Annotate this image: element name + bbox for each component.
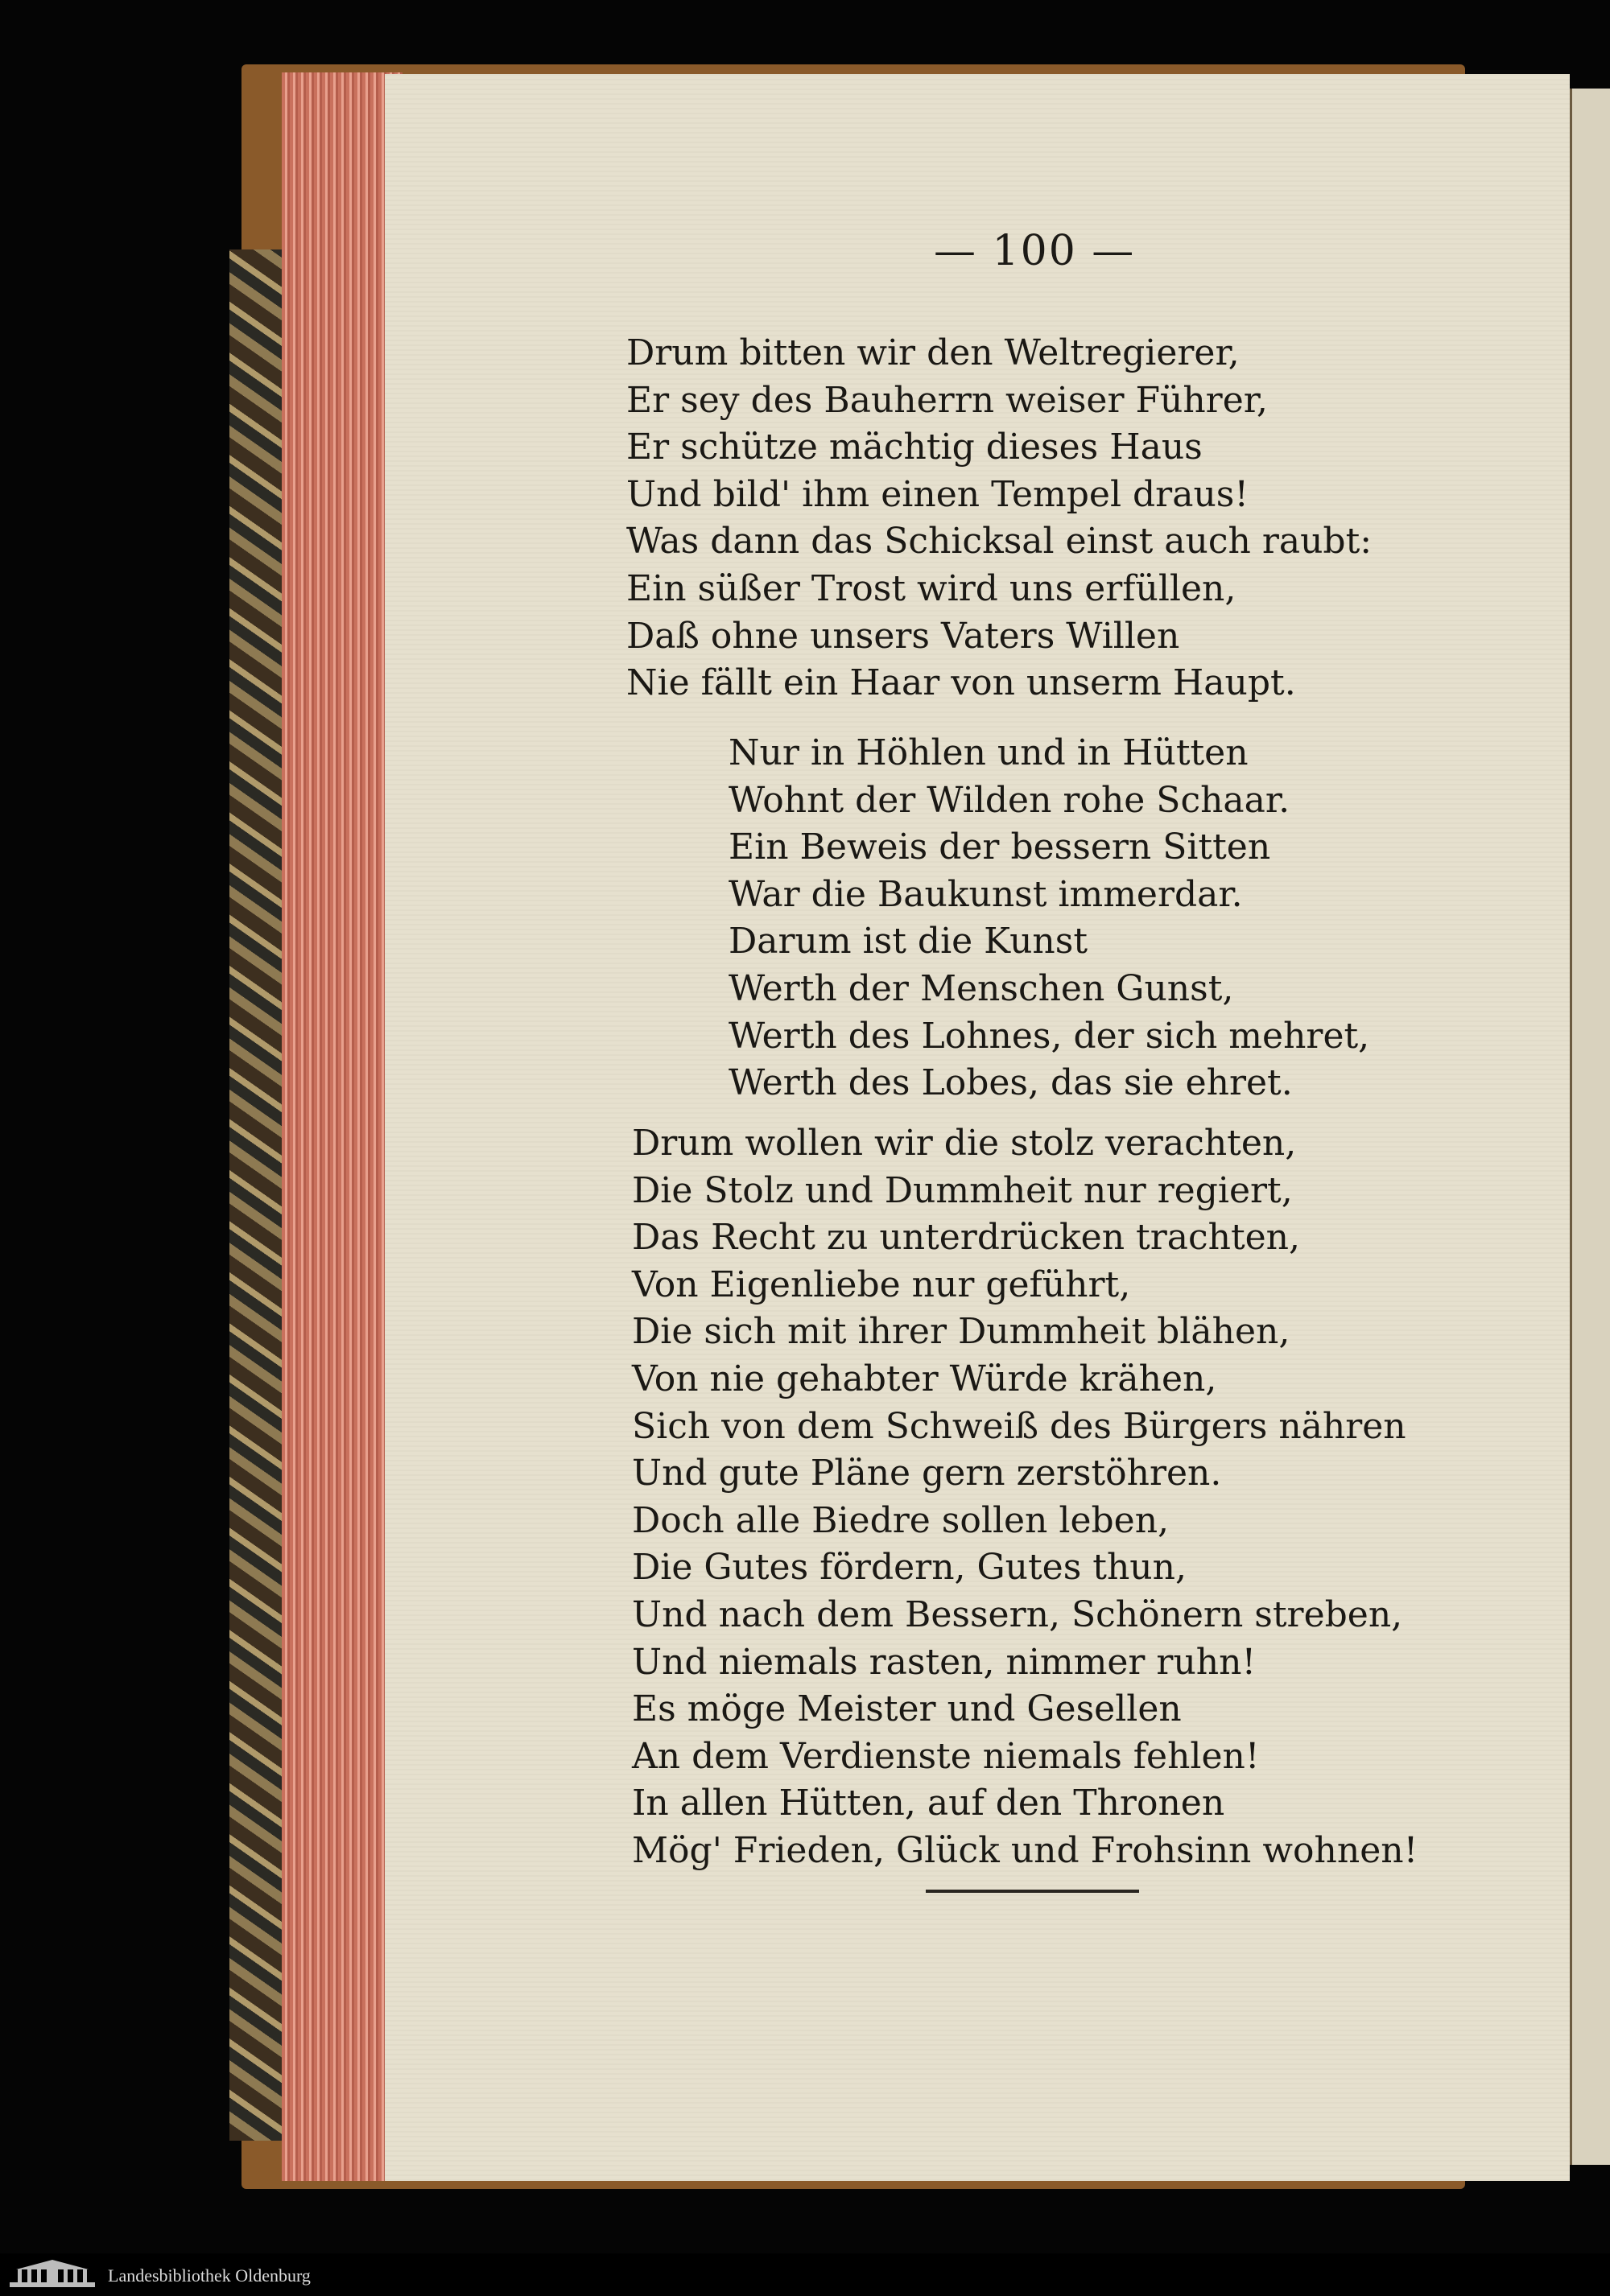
poem-line: Ein süßer Trost wird uns erfüllen, — [626, 567, 1236, 609]
end-rule — [926, 1890, 1139, 1893]
poem-line: Doch alle Biedre sollen leben, — [632, 1499, 1170, 1541]
poem-line: Wohnt der Wilden rohe Schaar. — [729, 779, 1290, 821]
poem-line: Es möge Meister und Gesellen — [632, 1688, 1182, 1730]
poem-line: Werth der Menschen Gunst, — [729, 967, 1234, 1009]
poem-line: Von Eigenliebe nur geführt, — [632, 1263, 1131, 1305]
verse-2 — [632, 1120, 1418, 1875]
poem-line: Und nach dem Bessern, Schönern streben, — [632, 1593, 1403, 1635]
verse-1 — [626, 330, 1372, 707]
poem-line: Drum wollen wir die stolz verachten, — [632, 1123, 1297, 1164]
poem-line: Er sey des Bauherrn weiser Führer, — [626, 379, 1268, 421]
poem-line: Nur in Höhlen und in Hütten — [729, 732, 1249, 773]
poem-line: Die sich mit ihrer Dummheit blähen, — [632, 1311, 1290, 1353]
library-building-icon — [8, 2258, 97, 2290]
poem-line: An dem Verdienste niemals fehlen! — [632, 1735, 1260, 1777]
poem-line: Er schütze mächtig dieses Haus — [626, 427, 1203, 468]
poem-line: Und gute Pläne gern zerstöhren. — [632, 1453, 1222, 1494]
poem-line: War die Baukunst immerdar. — [729, 873, 1243, 915]
poem-line: Mög' Frieden, Glück und Frohsinn wohnen! — [632, 1829, 1418, 1871]
poem-line: Sich von dem Schweiß des Bürgers nähren — [632, 1405, 1406, 1447]
poem-line: Darum ist die Kunst — [729, 921, 1088, 963]
chorus — [729, 730, 1369, 1107]
poem-line: Drum bitten wir den Weltregierer, — [626, 332, 1240, 373]
poem-line: Nie fällt ein Haar von unserm Haupt. — [626, 662, 1296, 704]
poem-line: Die Stolz und Dummheit nur regiert, — [632, 1169, 1293, 1211]
poem-line: Was dann das Schicksal einst auch raubt: — [626, 521, 1373, 563]
poem-line: Und niemals rasten, nimmer ruhn! — [632, 1641, 1257, 1683]
library-name: Landesbibliothek Oldenburg — [108, 2265, 311, 2286]
marbled-endpaper — [229, 249, 286, 2141]
poem-line: Ein Beweis der bessern Sitten — [729, 826, 1271, 868]
facing-page-edge — [1570, 89, 1610, 2165]
poem-line: Daß ohne unsers Vaters Willen — [626, 615, 1180, 657]
poem-line: Und bild' ihm einen Tempel draus! — [626, 473, 1249, 515]
poem-line: Die Gutes fördern, Gutes thun, — [632, 1547, 1187, 1589]
poem-line: Das Recht zu unterdrücken trachten, — [632, 1217, 1301, 1259]
poem-line: Von nie gehabter Würde krähen, — [632, 1358, 1217, 1399]
page-number: — 100 — — [934, 227, 1136, 275]
poem-line: In allen Hütten, auf den Thronen — [632, 1783, 1225, 1824]
poem-line: Werth des Lobes, das sie ehret. — [729, 1062, 1293, 1104]
poem-line: Werth des Lohnes, der sich mehret, — [729, 1015, 1370, 1057]
